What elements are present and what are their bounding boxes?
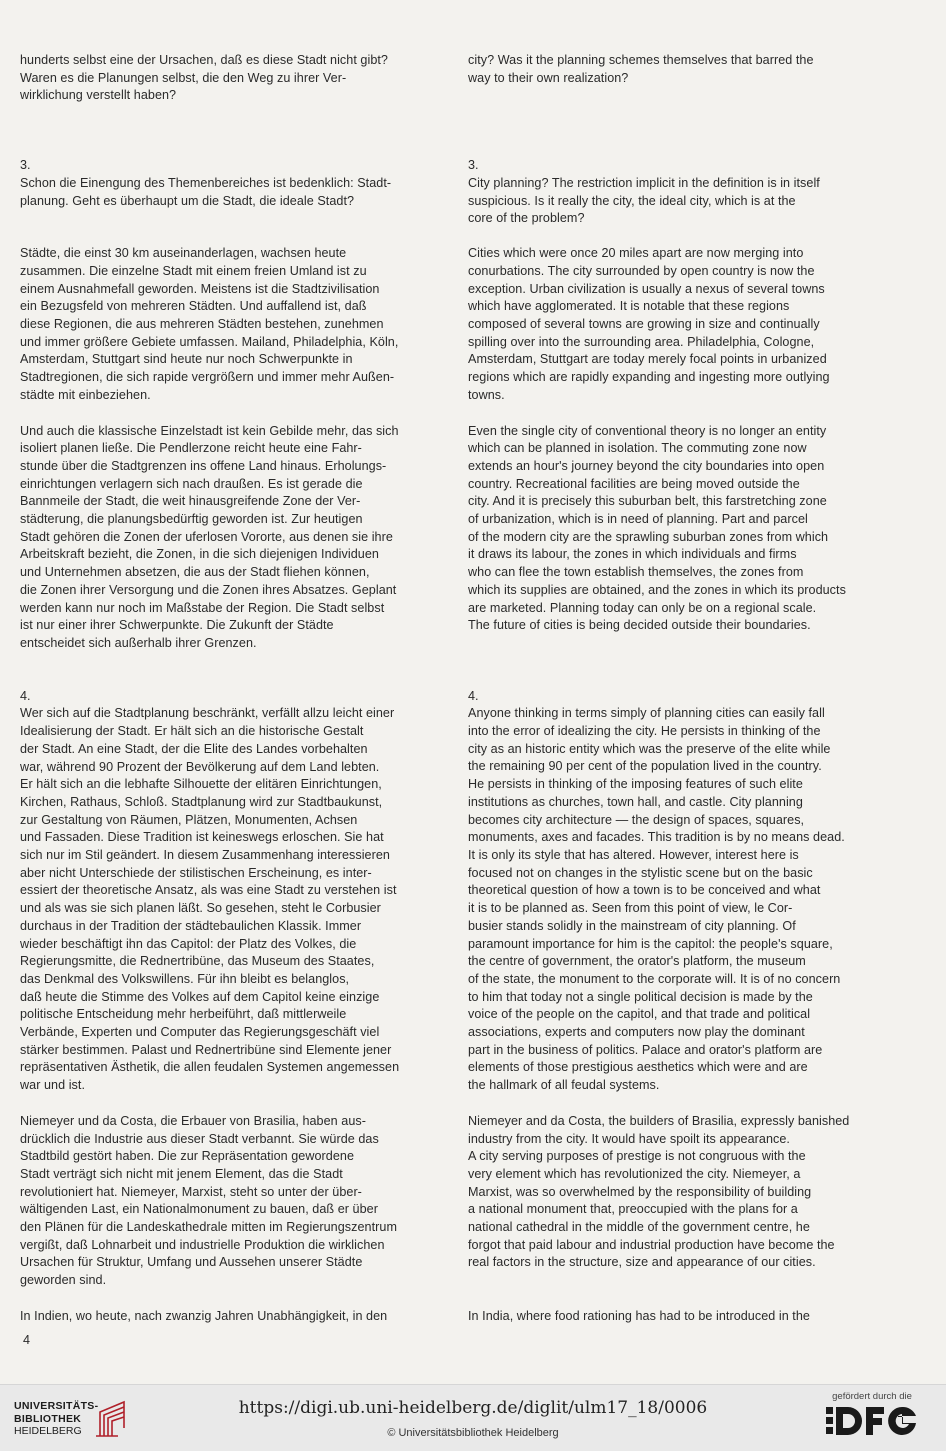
german-section-3-paragraph-2: Städte, die einst 30 km auseinanderlagen, wachsen heute zusammen. Die einzelne Stadt mit einem freien Umland ist zu einem Ausnahmefall geworden. Meistens ist die Stadtzivilisation ein Bezugsfeld von mehreren Städten. Und auffallend ist, daß diese Regionen, die aus mehreren Städten bestehen, zunehmen und immer größere Gebiete umfassen. Mailand, Philadelphia, Köln, Amsterdam, Stuttgart sind heute nur noch Schwerpunkte in Stadtregionen, die sich rapide vergrößern und immer mehr Außen- städte mit einbeziehen.	[20, 246, 399, 402]
english-column	[468, 52, 898, 1326]
copyright-notice: © Universitätsbibliothek Heidelberg	[387, 1427, 559, 1439]
german-section-3-paragraph-1: Schon die Einengung des Themenbereiches ist bedenklich: Stadt- planung. Geht es überhaupt um die Stadt, die ideale Stadt?	[20, 175, 392, 208]
german-section-3-paragraph-3: Und auch die klassische Einzelstadt ist kein Gebilde mehr, das sich isoliert planen ließe. Die Pendlerzone reicht heute eine Fahr- stunde über die Stadtgrenzen ins offene Land hinaus. Erholungs- einrichtungen verlagern sich nach draußen. Es ist gerade die Bannmeile der Stadt, die weit hinausgreifende Zone der Ver- städterung, die planungsbedürftig geworden ist. Zur heutigen Stadt gehören die Zonen der uferlosen Vororte, aus denen sie ihre Arbeitskraft bezieht, die Zonen, in die sich diejenigen Individuen und Unternehmen absetzen, die aus der Stadt fliehen können, die Zonen ihrer Versorgung und die Zonen ihres Absatzes. Geplant werden kann nur noch im Maßstabe der Region. Die Stadt selbst ist nur einer ihrer Schwerpunkte. Die Zukunft der Städte entscheidet sich außerhalb ihrer Grenzen.	[20, 423, 399, 650]
english-section-4-paragraph-3: In India, where food rationing has had to be introduced in the	[468, 1308, 810, 1323]
german-column	[20, 52, 450, 1326]
german-intro-paragraph: hunderts selbst eine der Ursachen, daß es diese Stadt nicht gibt? Waren es die Planungen selbst, die den Weg zu ihrer Ver- wirklichung verstellt haben?	[20, 53, 388, 103]
english-section-4-paragraph-1: Anyone thinking in terms simply of planning cities can easily fall into the error of idealizing the city. He persists in thinking of the city as an historic entity which was the preserve of the elite while the remaining 90 per cent of the population lived in the country. He persists in thinking of the imposing features of such elite institutions as churches, town hall, and castle. City planning becomes city architecture — the design of spaces, squares, monuments, axes and facades. This tradition is by no means dead. It is only its style that has altered. However, interest here is focused not on changes in the stylistic scene but on the basic theoretical question of how a town is to be conceived and what it is to be planned as. Seen from this point of view, le Cor- busier stands solidly in the mainstream of city planning. Of paramount importance for him is the capitol: the people's square, the centre of government, the orator's platform, the museum of the state, the monument to the corporate will. It is of no concern to him that today not a single political decision is made by the voice of the people on the capitol, and that trade and political associations, experts and computers now play the dominant part in the business of politics. Palace and orator's platform are elements of those prestigious aesthetics which were and are the hallmark of all feudal systems.	[468, 706, 845, 1093]
permalink-url[interactable]: https://digi.ub.uni-heidelberg.de/diglit/ulm17_18/0006	[238, 1398, 708, 1418]
english-section-3-paragraph-2: Cities which were once 20 miles apart are now merging into conurbations. The city surrounded by open country is now the exception. Urban civilization is usually a nexus of several towns which have agglomerated. It is notable that these regions composed of several towns are growing in size and continually spilling over into the surrounding area. Philadelphia, Cologne, Amsterdam, Stuttgart are today merely focal points in urbanized regions which are rapidly expanding and ingesting more outlying towns.	[468, 246, 830, 402]
library-name-line-1: UNIVERSITÄTS-	[14, 1400, 99, 1412]
viewer-footer	[0, 1384, 946, 1451]
english-section-3-paragraph-3: Even the single city of conventional theory is no longer an entity which can be planned in isolation. The commuting zone now extends an hour's journey beyond the city boundaries into open country. Recreational facilities are being moved outside the city. And it is precisely this suburban belt, this farstretching zone of urbanization, which is in need of planning. Part and parcel of the modern city are the sprawling suburban zones from which it draws its labour, the zones in which individuals and firms who can flee the town establish themselves, the zones from which its supplies are obtained, and the zones in which its products are marketed. Planning today can only be on a regional scale. The future of cities is being decided outside their boundaries.	[468, 423, 846, 633]
funding-caption: gefördert durch die	[832, 1391, 912, 1402]
german-section-4-number: 4.	[20, 688, 31, 703]
german-section-4-paragraph-2: Niemeyer und da Costa, die Erbauer von Brasilia, haben aus- drücklich die Industrie aus dieser Stadt verbannt. Sie würde das Stadtbild gestört haben. Die zur Repräsentation gewordene Stadt verträgt sich nicht mit jenem Element, das die Stadt revolutioniert hat. Niemeyer, Marxist, steht so unter der über- wältigenden Last, ein Nationalmonument zu bauen, daß er über den Plänen für die Landeskathedrale mitten im Regierungszentrum vergißt, daß Lohnarbeit und industrielle Produktion die wirklichen Ursachen für Struktur, Umfang und Aussehen unserer Städte geworden sind.	[20, 1113, 397, 1288]
german-section-4-paragraph-1: Wer sich auf die Stadtplanung beschränkt, verfällt allzu leicht einer Idealisierung der Stadt. Er hält sich an die historische Gestalt der Stadt. An eine Stadt, der die Elite des Landes vorbehalten war, während 90 Prozent der Bevölkerung auf dem Land lebten. Er hält sich an die lebhafte Silhouette der elitären Einrichtungen, Kirchen, Rathaus, Schloß. Stadtplanung wird zur Stadtbaukunst, zur Gestaltung von Räumen, Plätzen, Monumenten, Achsen und Fassaden. Diese Tradition ist keineswegs erloschen. Sie hat sich nur im Stil geändert. In diesem Zusammenhang interessieren aber nicht Unterschiede der stilistischen Erscheinung, es inter- essiert der theoretische Ansatz, als was eine Stadt zu verstehen ist und als was sie sich planen läßt. So gesehen, steht le Corbusier durchaus in der Tradition der städtebaulichen Klassik. Immer wieder beschäftigt ihn das Capitol: der Platz des Volkes, die Regierungsmitte, die Rednertribüne, das Museum des Staates, das Denkmal des Volkswillens. Für ihn bleibt es belanglos, daß heute die Stimme des Volkes auf dem Capitol keine einzige politische Entscheidung mehr herbeiführt, daß mittlerweile Verbände, Experten und Computer das Regierungsgeschäft viel stärker bestimmen. Palast und Rednertribüne sind Elemente jener repräsentativen Ästhetik, die allen feudalen Systemen angemessen war und ist.	[20, 706, 400, 1093]
library-name-line-3: HEIDELBERG	[14, 1425, 82, 1437]
english-section-3-number: 3.	[468, 158, 479, 173]
library-name-line-2: BIBLIOTHEK	[14, 1412, 82, 1425]
page-number: 4	[23, 1333, 31, 1347]
german-section-3-number: 3.	[20, 158, 31, 173]
english-section-3-paragraph-1: City planning? The restriction implicit in the definition is in itself suspicious. Is it really the city, the ideal city, which is at the core of the problem?	[468, 175, 820, 226]
dfg-logo-icon	[826, 1405, 918, 1439]
german-section-4-paragraph-3: In Indien, wo heute, nach zwanzig Jahren Unabhängigkeit, in den	[20, 1308, 388, 1323]
english-section-4-paragraph-2: Niemeyer and da Costa, the builders of Brasilia, expressly banished industry from the city. It would have spoilt its appearance. A city serving purposes of prestige is not congruous with the very element which has revolutionized the city. Niemeyer, a Marxist, was so overwhelmed by the responsibility of building a national monument that, preoccupied with the plans for a national cathedral in the middle of the government centre, he forgot that paid labour and industrial production have become the real factors in the structure, size and appearance of our cities.	[468, 1113, 850, 1270]
english-section-4-number: 4.	[468, 688, 479, 703]
funder-block	[816, 1391, 928, 1439]
english-intro-paragraph: city? Was it the planning schemes themselves that barred the way to their own realization?	[468, 53, 814, 85]
